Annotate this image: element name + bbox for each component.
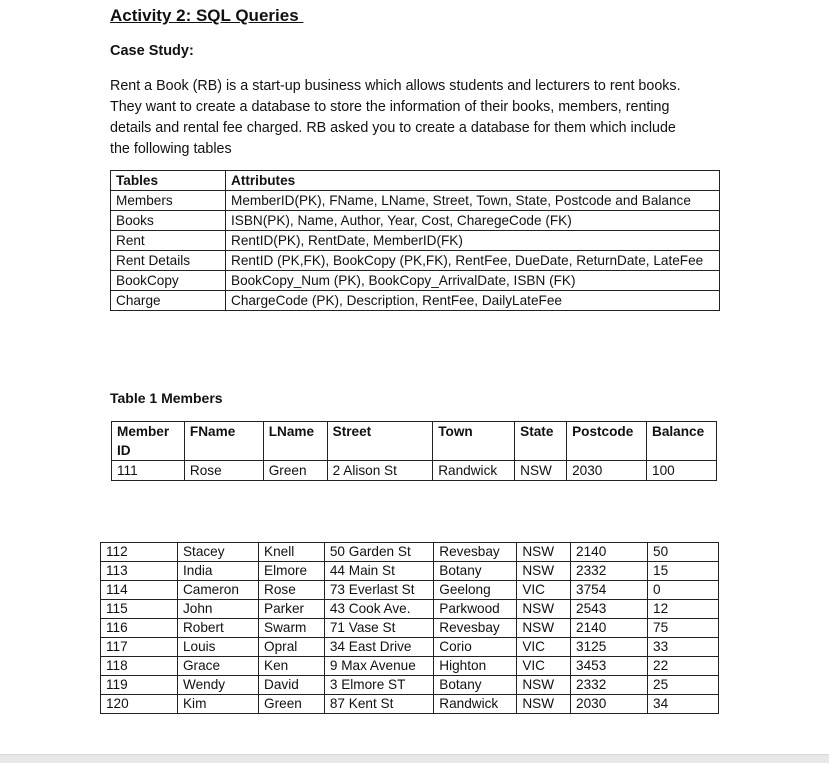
table-cell: 115 <box>101 600 178 619</box>
table-row <box>111 271 720 291</box>
table-row <box>101 581 719 600</box>
table-cell: 111 <box>112 461 185 481</box>
table-cell: 2332 <box>571 562 648 581</box>
table-name-cell: Members <box>111 191 226 211</box>
table-cell: 2140 <box>571 543 648 562</box>
table-row <box>101 676 719 695</box>
table-cell: John <box>177 600 258 619</box>
table-cell: 25 <box>648 676 719 695</box>
intro-line: They want to create a database to store the information of their books, members, renting <box>110 99 670 115</box>
table-cell: 119 <box>101 676 178 695</box>
page-bottom-edge <box>0 754 829 763</box>
column-header: Postcode <box>567 422 647 461</box>
table-cell: Rose <box>184 461 263 481</box>
attributes-cell: ISBN(PK), Name, Author, Year, Cost, CharegeCode (FK) <box>226 211 720 231</box>
table-row <box>111 231 720 251</box>
table-cell: 71 Vase St <box>324 619 433 638</box>
table-cell: Wendy <box>177 676 258 695</box>
table-cell: Stacey <box>177 543 258 562</box>
table-row <box>101 600 719 619</box>
intro-line: Rent a Book (RB) is a start-up business which allows students and lecturers to rent books. <box>110 78 681 94</box>
table-cell: 50 Garden St <box>324 543 433 562</box>
table-cell: 2543 <box>571 600 648 619</box>
table-cell: 43 Cook Ave. <box>324 600 433 619</box>
table-row <box>111 191 720 211</box>
table-cell: 44 Main St <box>324 562 433 581</box>
table-cell: 3453 <box>571 657 648 676</box>
attributes-cell: MemberID(PK), FName, LName, Street, Town, State, Postcode and Balance <box>226 191 720 211</box>
table-header-row <box>112 422 717 461</box>
table-cell: Louis <box>177 638 258 657</box>
table-name-cell: Rent Details <box>111 251 226 271</box>
table-cell: Revesbay <box>434 543 517 562</box>
column-header: Tables <box>111 171 226 191</box>
column-header: State <box>515 422 567 461</box>
table-cell: Elmore <box>259 562 325 581</box>
table-row <box>101 695 719 714</box>
table-cell: 113 <box>101 562 178 581</box>
table-row <box>101 562 719 581</box>
table-cell: NSW <box>517 543 571 562</box>
table-cell: Grace <box>177 657 258 676</box>
table-cell: Randwick <box>434 695 517 714</box>
table-cell: 50 <box>648 543 719 562</box>
table-cell: 22 <box>648 657 719 676</box>
table-cell: 2030 <box>567 461 647 481</box>
schema-table <box>110 170 720 311</box>
table-cell: 75 <box>648 619 719 638</box>
table-cell: 0 <box>648 581 719 600</box>
table-row <box>112 461 717 481</box>
table-cell: 3754 <box>571 581 648 600</box>
table-cell: 3 Elmore ST <box>324 676 433 695</box>
table-cell: VIC <box>517 657 571 676</box>
table-cell: Ken <box>259 657 325 676</box>
table-cell: 33 <box>648 638 719 657</box>
table-cell: 12 <box>648 600 719 619</box>
table-cell: Robert <box>177 619 258 638</box>
column-header: Town <box>433 422 515 461</box>
table-cell: India <box>177 562 258 581</box>
table-cell: Swarm <box>259 619 325 638</box>
table-cell: Rose <box>259 581 325 600</box>
intro-paragraph <box>110 76 730 160</box>
column-header: LName <box>263 422 327 461</box>
table-cell: David <box>259 676 325 695</box>
attributes-cell: BookCopy_Num (PK), BookCopy_ArrivalDate, ISBN (FK) <box>226 271 720 291</box>
table-header-row <box>111 171 720 191</box>
table-cell: Highton <box>434 657 517 676</box>
section-heading: Case Study: <box>110 43 194 59</box>
table-cell: NSW <box>517 562 571 581</box>
attributes-cell: RentID(PK), RentDate, MemberID(FK) <box>226 231 720 251</box>
table-cell: Opral <box>259 638 325 657</box>
table-row <box>111 291 720 311</box>
table-cell: 114 <box>101 581 178 600</box>
table-caption: Table 1 Members <box>110 390 223 406</box>
column-header: FName <box>184 422 263 461</box>
table-cell: NSW <box>517 619 571 638</box>
members-table <box>111 421 717 481</box>
table-cell: Botany <box>434 562 517 581</box>
table-row <box>101 657 719 676</box>
table-cell: 120 <box>101 695 178 714</box>
table-cell: NSW <box>517 695 571 714</box>
table-cell: 9 Max Avenue <box>324 657 433 676</box>
intro-line: the following tables <box>110 141 232 157</box>
table-cell: Parkwood <box>434 600 517 619</box>
page-title: Activity 2: SQL Queries <box>110 6 304 25</box>
table-cell: 112 <box>101 543 178 562</box>
table-cell: 34 East Drive <box>324 638 433 657</box>
table-cell: 100 <box>647 461 717 481</box>
table-cell: 15 <box>648 562 719 581</box>
table-cell: NSW <box>517 676 571 695</box>
table-cell: Revesbay <box>434 619 517 638</box>
table-cell: 118 <box>101 657 178 676</box>
table-cell: 2332 <box>571 676 648 695</box>
table-name-cell: Books <box>111 211 226 231</box>
table-cell: 2140 <box>571 619 648 638</box>
table-cell: Cameron <box>177 581 258 600</box>
table-row <box>111 251 720 271</box>
table-cell: VIC <box>517 638 571 657</box>
table-cell: 116 <box>101 619 178 638</box>
table-row <box>111 211 720 231</box>
table-name-cell: Rent <box>111 231 226 251</box>
table-cell: Parker <box>259 600 325 619</box>
table-row <box>101 543 719 562</box>
table-cell: 3125 <box>571 638 648 657</box>
column-header: Balance <box>647 422 717 461</box>
table-cell: VIC <box>517 581 571 600</box>
table-cell: Geelong <box>434 581 517 600</box>
table-name-cell: Charge <box>111 291 226 311</box>
table-cell: 73 Everlast St <box>324 581 433 600</box>
intro-line: details and rental fee charged. RB asked you to create a database for them which include <box>110 120 676 136</box>
column-header: Street <box>327 422 433 461</box>
table-row <box>101 638 719 657</box>
table-cell: Green <box>259 695 325 714</box>
table-cell: 117 <box>101 638 178 657</box>
table-cell: Randwick <box>433 461 515 481</box>
table-cell: NSW <box>517 600 571 619</box>
column-header: Member ID <box>112 422 185 461</box>
table-cell: Green <box>263 461 327 481</box>
table-name-cell: BookCopy <box>111 271 226 291</box>
table-cell: 2030 <box>571 695 648 714</box>
attributes-cell: RentID (PK,FK), BookCopy (PK,FK), RentFee, DueDate, ReturnDate, LateFee <box>226 251 720 271</box>
table-cell: NSW <box>515 461 567 481</box>
table-row <box>101 619 719 638</box>
table-cell: 2 Alison St <box>327 461 433 481</box>
table-cell: Botany <box>434 676 517 695</box>
table-cell: Corio <box>434 638 517 657</box>
column-header: Attributes <box>226 171 720 191</box>
attributes-cell: ChargeCode (PK), Description, RentFee, DailyLateFee <box>226 291 720 311</box>
table-cell: 34 <box>648 695 719 714</box>
table-cell: Knell <box>259 543 325 562</box>
members-data-table <box>100 542 719 714</box>
table-cell: Kim <box>177 695 258 714</box>
table-cell: 87 Kent St <box>324 695 433 714</box>
